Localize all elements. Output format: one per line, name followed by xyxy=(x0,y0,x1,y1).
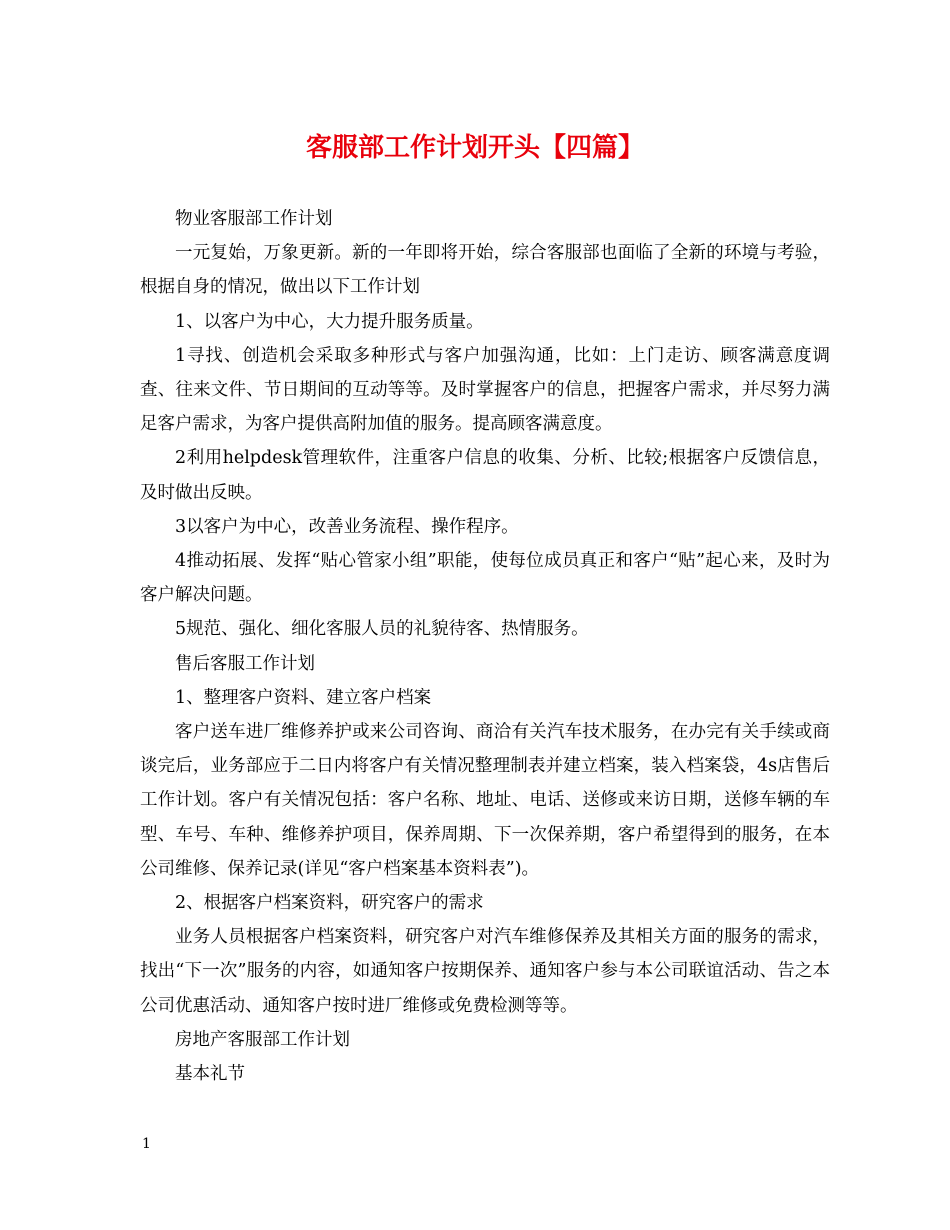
paragraph: 5规范、强化、细化客服人员的礼貌待客、热情服务。 xyxy=(175,619,589,640)
paragraph: 售后客服工作计划 xyxy=(175,653,315,674)
paragraph: 客户送车进厂维修养护或来公司咨询、商洽有关汽车技术服务，在办完有关手续或商谈完后，业务部应于二日内将客户有关情况整理制表并建立档案，装入档案袋，4s店售后工作计划。客户有关情况包括：客户名称、地址、电话、送修或来访日期，送修车辆的车型、车号、车种、维修养护项目，保养周期、下一次保养期，客户希望得到的服务，在本公司维修、保养记录(详见“客户档案基本资料表”)。 xyxy=(140,722,830,879)
paragraph: 1、整理客户资料、建立客户档案 xyxy=(175,687,432,708)
paragraph: 1、以客户为中心，大力提升服务质量。 xyxy=(175,311,484,332)
paragraph: 业务人员根据客户档案资料，研究客户对汽车维修保养及其相关方面的服务的需求，找出“下一次”服务的内容，如通知客户按期保养、通知客户参与本公司联谊活动、告之本公司优惠活动、通知客户按时进厂维修或免费检测等等。 xyxy=(140,927,830,1016)
page-number: 1 xyxy=(142,1136,151,1152)
paragraph: 2利用helpdesk管理软件，注重客户信息的收集、分析、比较;根据客户反馈信息，及时做出反映。 xyxy=(140,448,830,503)
paragraph: 房地产客服部工作计划 xyxy=(175,1029,350,1050)
paragraph: 3以客户为中心，改善业务流程、操作程序。 xyxy=(175,516,519,537)
paragraph: 物业客服部工作计划 xyxy=(175,209,333,229)
document-body xyxy=(140,202,830,1091)
paragraph: 4推动拓展、发挥“贴心管家小组”职能，使每位成员真正和客户“贴”起心来，及时为客户解决问题。 xyxy=(140,551,830,606)
document-title: 客服部工作计划开头【四篇】 xyxy=(305,133,644,163)
paragraph: 基本礼节 xyxy=(175,1064,245,1085)
paragraph: 2、根据客户档案资料，研究客户的需求 xyxy=(175,893,484,914)
paragraph: 一元复始，万象更新。新的一年即将开始，综合客服部也面临了全新的环境与考验，根据自身的情况，做出以下工作计划 xyxy=(140,243,830,298)
paragraph: 1寻找、创造机会采取多种形式与客户加强沟通，比如：上门走访、顾客满意度调查、往来文件、节日期间的互动等等。及时掌握客户的信息，把握客户需求，并尽努力满足客户需求，为客户提供高附加值的服务。提高顾客满意度。 xyxy=(140,345,830,435)
